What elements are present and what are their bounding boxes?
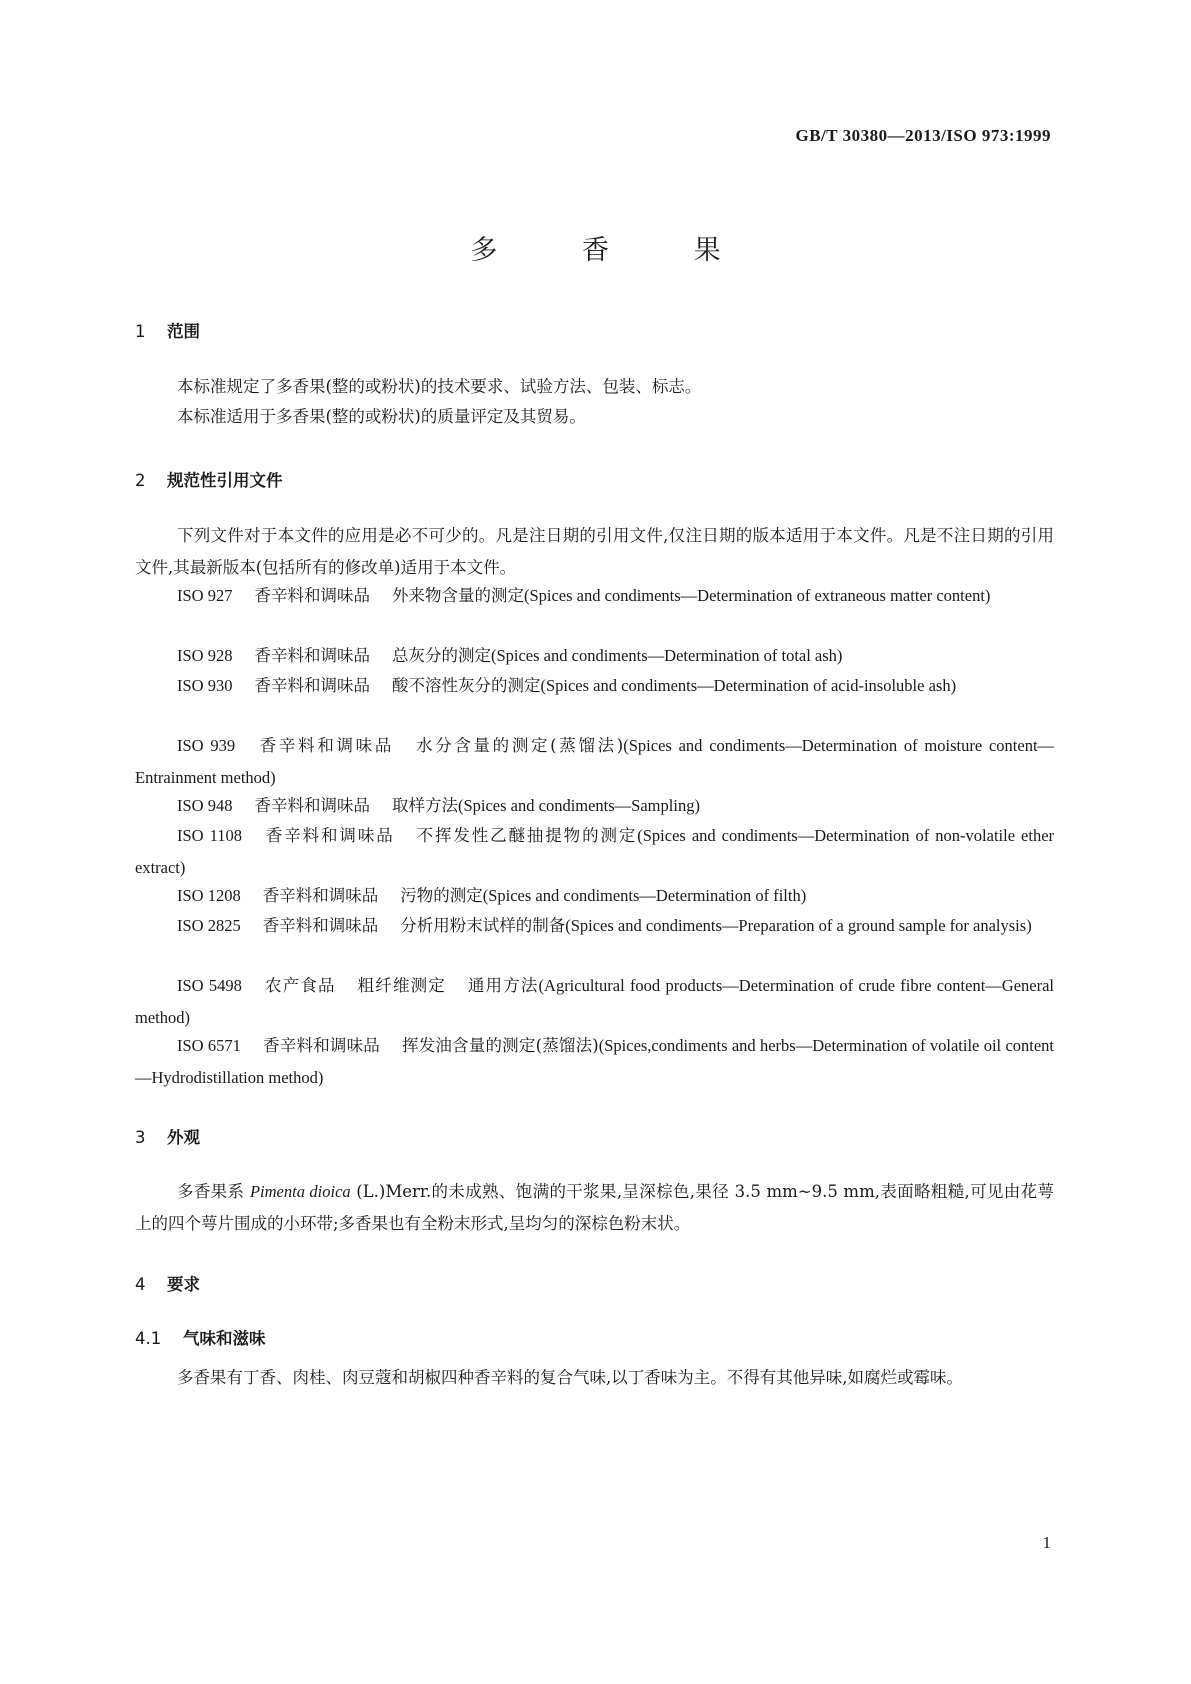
reference-category: 香辛料和调味品 <box>254 646 370 665</box>
reference-title: 外来物含量的测定 <box>391 586 524 605</box>
section-title: 规范性引用文件 <box>167 471 283 490</box>
reference-item <box>135 640 1054 672</box>
reference-code: ISO 939 <box>177 736 236 755</box>
section-number: 4 <box>135 1275 146 1294</box>
reference-english: (Spices and condiments—Determination of extraneous matter content) <box>523 586 991 605</box>
section-number: 1 <box>135 322 146 341</box>
reference-code: ISO 927 <box>177 586 233 605</box>
document-title: 多 香 果 <box>470 235 759 266</box>
section-number: 3 <box>135 1128 146 1147</box>
reference-english: (Spices and condiments—Determination of filth) <box>482 886 807 905</box>
reference-title: 污物的测定 <box>400 886 483 905</box>
reference-title: 酸不溶性灰分的测定 <box>391 676 541 695</box>
section-3-heading <box>135 1124 200 1148</box>
reference-title: 取样方法 <box>391 796 458 815</box>
subsection-4-1-heading <box>135 1325 266 1349</box>
reference-category: 香辛料和调味品 <box>262 916 379 935</box>
section-1-paragraph-1: 本标准规定了多香果(整的或粉状)的技术要求、试验方法、包装、标志。 <box>177 377 702 396</box>
reference-english: (Spices,condiments and herbs—Determination of volatile oil content—Hydrodistillation method) <box>135 1036 1055 1087</box>
reference-category: 香辛料和调味品 <box>262 886 379 905</box>
reference-code: ISO 6571 <box>177 1036 241 1055</box>
reference-title: 水分含量的测定(蒸馏法) <box>416 736 624 755</box>
reference-item <box>135 820 1054 884</box>
reference-item <box>135 790 1054 822</box>
reference-category: 香辛料和调味品 <box>257 736 394 755</box>
reference-english: (Spices and condiments—Determination of non-volatile ether extract) <box>135 826 1055 877</box>
section-title: 要求 <box>167 1275 200 1294</box>
reference-code: ISO 928 <box>177 646 233 665</box>
reference-item <box>135 910 1054 942</box>
section-1-paragraph-2: 本标准适用于多香果(整的或粉状)的质量评定及其贸易。 <box>177 407 586 426</box>
reference-code: ISO 1208 <box>177 886 241 905</box>
reference-english: (Spices and condiments—Sampling) <box>457 796 700 815</box>
reference-title: 总灰分的测定 <box>391 646 491 665</box>
reference-english: (Spices and condiments—Determination of total ash) <box>490 646 843 665</box>
reference-item <box>135 1030 1054 1094</box>
reference-code: ISO 930 <box>177 676 233 695</box>
section-number: 2 <box>135 471 146 490</box>
reference-item <box>135 730 1054 794</box>
section-3-paragraph <box>135 1176 1054 1240</box>
reference-title: 通用方法 <box>467 976 539 995</box>
reference-english: (Spices and condiments—Determination of acid-insoluble ash) <box>540 676 957 695</box>
paragraph-text: (L.)Merr.的未成熟、饱满的干浆果,呈深棕色,果径 3.5 mm~9.5 mm,表面略粗糙,可见由花萼上的四个萼片围成的小环带;多香果也有全粉末形式,呈均匀的深棕色粉末状。 <box>135 1182 1054 1233</box>
section-2-heading <box>135 467 283 491</box>
reference-category: 香辛料和调味品 <box>262 1036 380 1055</box>
section-2-intro: 下列文件对于本文件的应用是必不可少的。凡是注日期的引用文件,仅注日期的版本适用于本文件。凡是不注日期的引用文件,其最新版本(包括所有的修改单)适用于本文件。 <box>135 526 1054 577</box>
section-title: 范围 <box>167 322 200 341</box>
reference-title: 挥发油含量的测定(蒸馏法) <box>402 1036 599 1055</box>
paragraph-text: 多香果系 <box>177 1182 250 1201</box>
section-title: 外观 <box>167 1128 200 1147</box>
reference-code: ISO 1108 <box>177 826 242 845</box>
reference-title: 不挥发性乙醚抽提物的测定 <box>416 826 638 845</box>
subsection-number: 4.1 <box>135 1329 162 1348</box>
reference-item <box>135 970 1054 1034</box>
reference-code: ISO 2825 <box>177 916 241 935</box>
reference-category: 香辛料和调味品 <box>254 796 370 815</box>
reference-subcategory: 粗纤维测定 <box>357 976 446 995</box>
subsection-title: 气味和滋味 <box>183 1329 266 1348</box>
reference-item <box>135 580 1054 612</box>
reference-category: 香辛料和调味品 <box>264 826 395 845</box>
subsection-4-1-paragraph: 多香果有丁香、肉桂、肉豆蔻和胡椒四种香辛料的复合气味,以丁香味为主。不得有其他异味,如腐烂或霉味。 <box>177 1368 963 1387</box>
page-number: 1 <box>1042 1533 1051 1552</box>
species-name: Pimenta dioica <box>249 1182 351 1201</box>
reference-title: 分析用粉末试样的制备 <box>400 916 566 935</box>
reference-category: 香辛料和调味品 <box>254 676 370 695</box>
reference-english: (Spices and condiments—Preparation of a ground sample for analysis) <box>565 916 1032 935</box>
reference-item <box>135 670 1054 702</box>
reference-code: ISO 948 <box>177 796 233 815</box>
reference-code: ISO 5498 <box>177 976 242 995</box>
section-4-heading <box>135 1271 200 1295</box>
standard-code-header: GB/T 30380—2013/ISO 973:1999 <box>795 126 1051 145</box>
reference-category: 香辛料和调味品 <box>254 586 370 605</box>
reference-english: (Agricultural food products—Determination of crude fibre content—General method) <box>135 976 1055 1027</box>
reference-english: (Spices and condiments—Determination of moisture content—Entrainment method) <box>135 736 1055 787</box>
reference-item <box>135 880 1054 912</box>
reference-category: 农产食品 <box>263 976 336 995</box>
section-1-heading <box>135 318 200 342</box>
